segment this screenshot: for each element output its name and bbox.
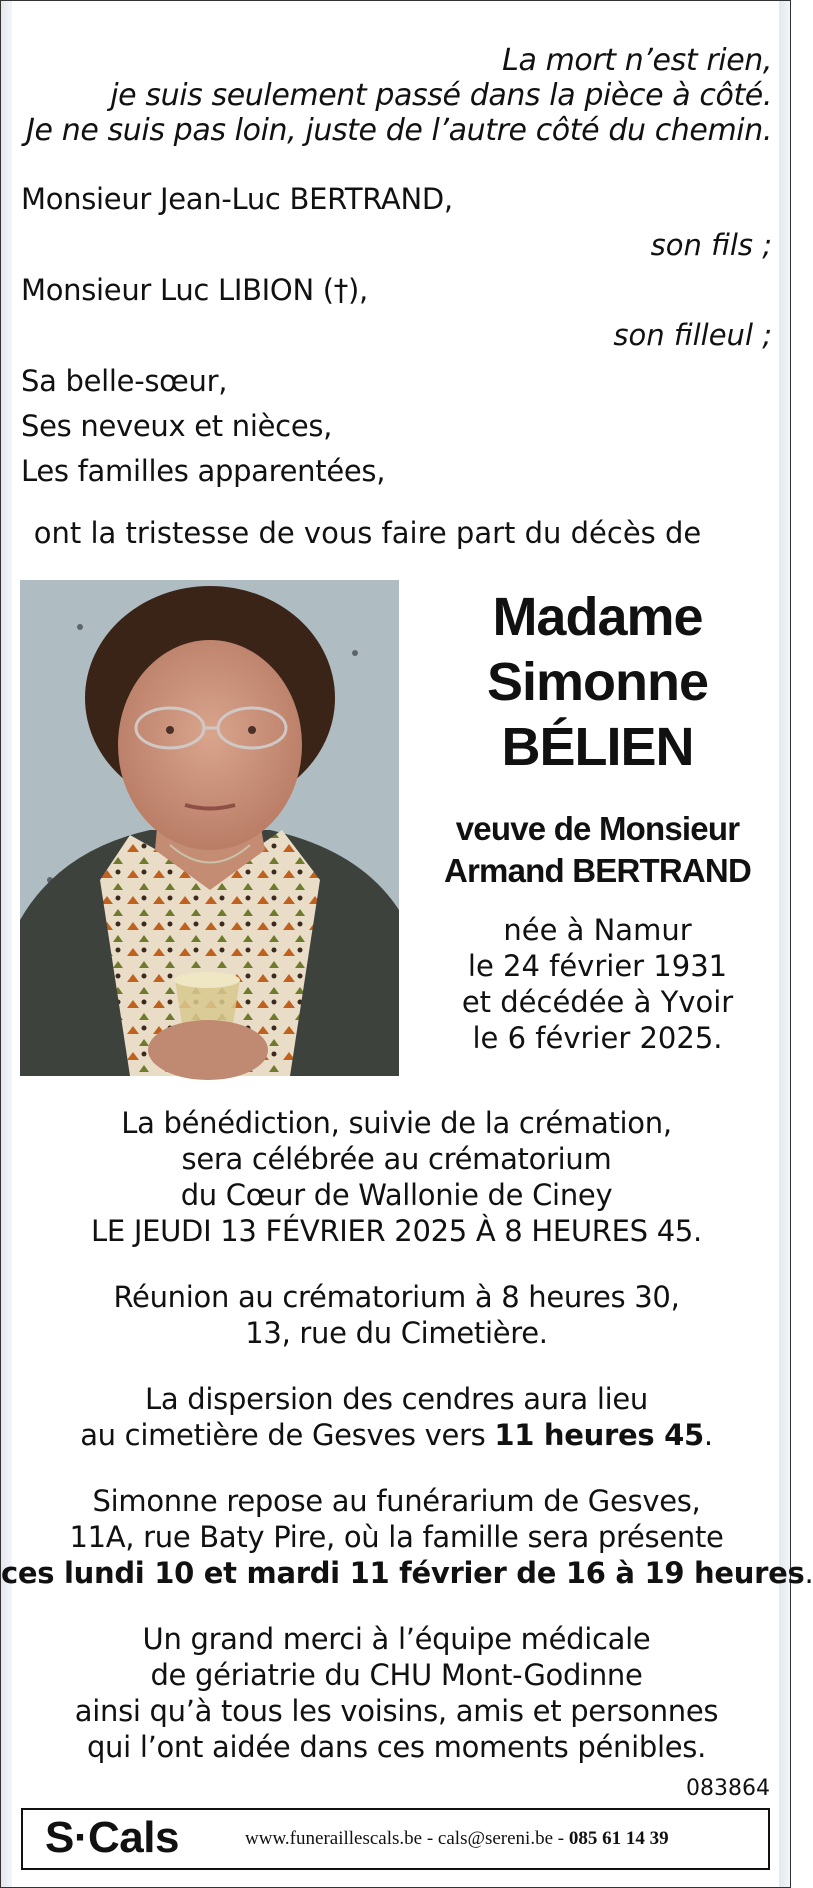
dates-line-3: et décédée à Yvoir [461, 985, 734, 1019]
thanks-line-1: Un grand merci à l’équipe médicale [142, 1622, 651, 1656]
dates-line-2: le 24 février 1931 [467, 949, 728, 983]
contact-separator-1: - [422, 1828, 438, 1849]
repose-paragraph [1, 1483, 813, 1591]
funeral-home-contact [245, 1827, 669, 1851]
opening-quote [21, 43, 772, 148]
deceased-first-name: Simonne [486, 652, 709, 712]
ceremony-line-3: du Cœur de Wallonie de Ciney [180, 1178, 613, 1212]
contact-separator-2: - [553, 1828, 569, 1849]
dispersion-line-2 [1, 1417, 792, 1453]
spouse-line-1: veuve de Monsieur [455, 810, 740, 847]
dispersion-time: 11 heures 45 [494, 1418, 704, 1452]
family-other-1: Sa belle-sœur, [21, 364, 228, 398]
birth-death-dates [401, 912, 794, 1056]
repose-line-3 [1, 1555, 813, 1591]
thanks-line-2: de gériatrie du CHU Mont-Godinne [150, 1658, 643, 1692]
meeting-line-1: Réunion au crématorium à 8 heures 30, [113, 1280, 680, 1314]
website-link[interactable]: www.funeraillescals.be [245, 1828, 423, 1849]
ceremony-paragraph [1, 1105, 792, 1249]
phone-number[interactable]: 085 61 14 39 [568, 1828, 669, 1849]
deceased-title: Madame [492, 587, 703, 647]
family-son-relation: son fils ; [650, 228, 772, 262]
funeral-home-footer [21, 1808, 770, 1870]
meeting-line-2: 13, rue du Cimetière. [245, 1316, 548, 1350]
thanks-line-3: ainsi qu’à tous les voisins, amis et personnes [74, 1694, 719, 1728]
dispersion-place: au cimetière de Gesves vers [80, 1418, 495, 1452]
ceremony-line-2: sera célébrée au crématorium [181, 1142, 612, 1176]
quote-line-3: Je ne suis pas loin, juste de l’autre côté du chemin. [26, 113, 772, 148]
repose-line-1: Simonne repose au funérarium de Gesves, [92, 1484, 701, 1518]
ceremony-line-4: LE JEUDI 13 FÉVRIER 2025 À 8 HEURES 45. [91, 1214, 702, 1248]
family-other-3: Les familles apparentées, [21, 454, 386, 488]
deceased-name-block [401, 585, 794, 1056]
repose-visiting-hours: ces lundi 10 et mardi 11 février de 16 à 19 heures [1, 1556, 805, 1590]
family-other-2: Ses neveux et nièces, [21, 409, 333, 443]
family-godson-relation: son filleul ; [613, 318, 772, 352]
family-son-name: Monsieur Jean-Luc BERTRAND, [21, 182, 453, 216]
family-godson-name: Monsieur Luc LIBION (†), [21, 273, 368, 307]
deceased-last-name: BÉLIEN [501, 717, 694, 777]
spouse-info [401, 808, 794, 892]
repose-period: . [804, 1556, 813, 1590]
meeting-paragraph [1, 1279, 792, 1351]
deceased-photo [20, 580, 399, 1076]
quote-line-2: je suis seulement passé dans la pièce à côté. [110, 78, 772, 113]
repose-line-2: 11A, rue Baty Pire, où la famille sera présente [69, 1520, 724, 1554]
dispersion-paragraph [1, 1381, 792, 1453]
left-edge-band [1, 1, 12, 1887]
dates-line-4: le 6 février 2025. [472, 1021, 723, 1055]
thanks-line-4: qui l’ont aidée dans ces moments pénibles. [86, 1730, 707, 1764]
dispersion-line-1: La dispersion des cendres aura lieu [145, 1382, 648, 1416]
spouse-line-2: Armand BERTRAND [443, 852, 751, 889]
ceremony-line-1: La bénédiction, suivie de la crémation, [121, 1106, 672, 1140]
thanks-paragraph [1, 1621, 792, 1765]
dates-line-1: née à Namur [503, 913, 692, 947]
email-link[interactable]: cals@sereni.be [437, 1828, 554, 1849]
funeral-home-logo: S·Cals [45, 1813, 179, 1862]
announcement-line: ont la tristesse de vous faire part du décès de [33, 516, 702, 550]
quote-line-1: La mort n’est rien, [502, 43, 772, 78]
notice-reference-number: 083864 [686, 1776, 770, 1801]
dispersion-period: . [703, 1418, 713, 1452]
